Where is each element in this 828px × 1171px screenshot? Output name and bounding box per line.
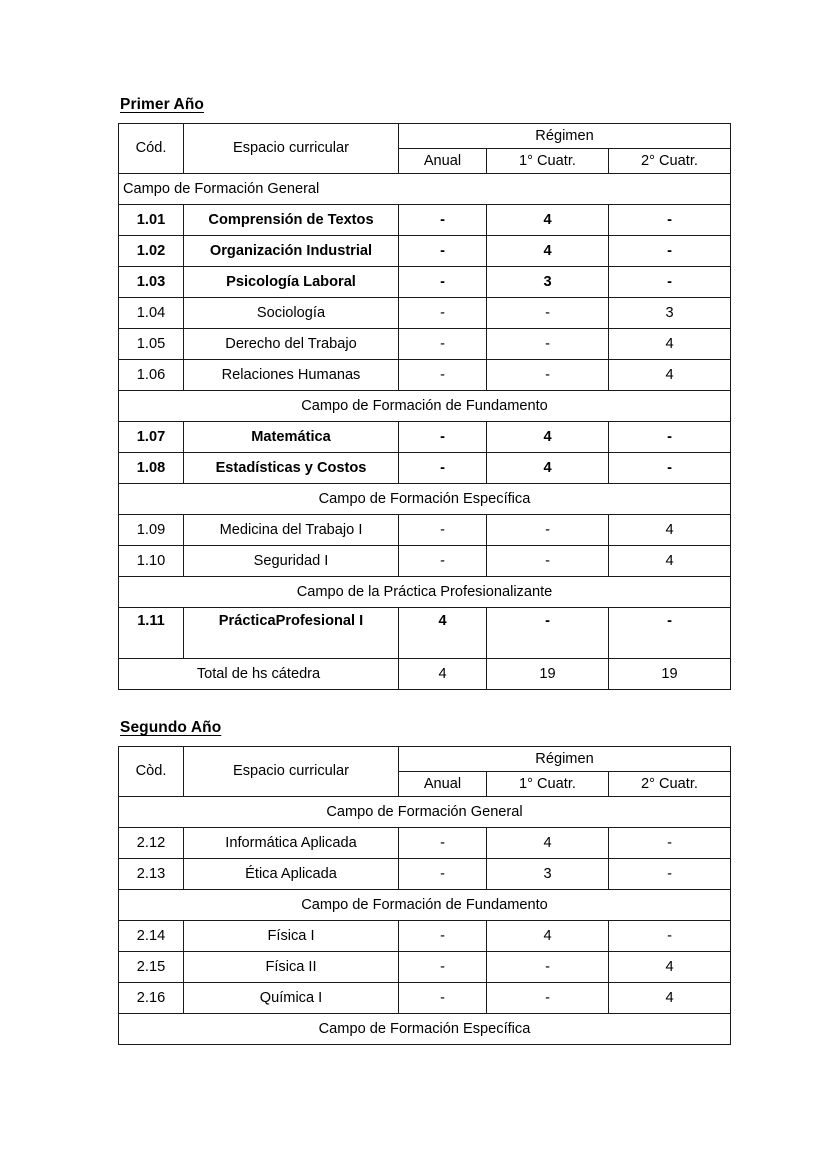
total-cuatr2: 19	[609, 659, 731, 690]
cell-name: Derecho del Trabajo	[184, 329, 399, 360]
cell-code: 1.11	[119, 608, 184, 659]
column-header-cuatr2: 2° Cuatr.	[609, 149, 731, 174]
cell-cuatr1: -	[487, 298, 609, 329]
cell-cuatr1: 4	[487, 921, 609, 952]
column-header-anual: Anual	[399, 772, 487, 797]
cell-name: Ética Aplicada	[184, 859, 399, 890]
cell-name: Sociología	[184, 298, 399, 329]
cell-cuatr1: -	[487, 515, 609, 546]
cell-anual: -	[399, 453, 487, 484]
cell-code: 2.15	[119, 952, 184, 983]
cell-anual: -	[399, 360, 487, 391]
cell-cuatr1: 4	[487, 205, 609, 236]
cell-name: Organización Industrial	[184, 236, 399, 267]
cell-anual: -	[399, 983, 487, 1014]
cell-cuatr2: 4	[609, 360, 731, 391]
column-header-cuatr1: 1° Cuatr.	[487, 772, 609, 797]
table-row	[119, 422, 731, 453]
cell-cuatr1: -	[487, 546, 609, 577]
table-row	[119, 205, 731, 236]
table-row	[119, 236, 731, 267]
table-row	[119, 360, 731, 391]
band-label: Campo de Formación General	[119, 797, 731, 828]
table-row	[119, 546, 731, 577]
cell-cuatr1: -	[487, 608, 609, 659]
band-row	[119, 797, 731, 828]
cell-cuatr1: 4	[487, 422, 609, 453]
cell-anual: -	[399, 329, 487, 360]
cell-name: Comprensión de Textos	[184, 205, 399, 236]
cell-cuatr2: 4	[609, 952, 731, 983]
cell-code: 1.03	[119, 267, 184, 298]
curriculum-table-primer-ano	[118, 123, 731, 690]
column-header-regimen: Régimen	[399, 747, 731, 772]
cell-anual: -	[399, 515, 487, 546]
table-row	[119, 952, 731, 983]
cell-anual: -	[399, 952, 487, 983]
band-label: Campo de Formación de Fundamento	[119, 890, 731, 921]
table-row	[119, 983, 731, 1014]
cell-anual: -	[399, 859, 487, 890]
cell-cuatr2: -	[609, 828, 731, 859]
column-header-cod: Cód.	[119, 124, 184, 174]
cell-code: 1.01	[119, 205, 184, 236]
table-body-segundo-ano	[119, 747, 731, 1045]
cell-code: 1.02	[119, 236, 184, 267]
cell-name: PrácticaProfesional I	[184, 608, 399, 659]
cell-code: 1.09	[119, 515, 184, 546]
cell-name: Estadísticas y Costos	[184, 453, 399, 484]
cell-code: 1.07	[119, 422, 184, 453]
band-row	[119, 577, 731, 608]
cell-code: 2.16	[119, 983, 184, 1014]
column-header-regimen: Régimen	[399, 124, 731, 149]
cell-cuatr1: 4	[487, 236, 609, 267]
cell-cuatr2: 4	[609, 329, 731, 360]
table-row	[119, 859, 731, 890]
cell-code: 1.04	[119, 298, 184, 329]
column-header-anual: Anual	[399, 149, 487, 174]
band-row	[119, 484, 731, 515]
cell-name: Psicología Laboral	[184, 267, 399, 298]
cell-anual: -	[399, 422, 487, 453]
cell-cuatr1: 3	[487, 267, 609, 298]
cell-name: Matemática	[184, 422, 399, 453]
section-title-primer-ano: Primer Año	[120, 96, 204, 113]
table-row	[119, 828, 731, 859]
cell-name: Física II	[184, 952, 399, 983]
band-row	[119, 890, 731, 921]
table-row	[119, 515, 731, 546]
table-row	[119, 298, 731, 329]
cell-cuatr1: 4	[487, 453, 609, 484]
table-row	[119, 329, 731, 360]
column-header-cuatr2: 2° Cuatr.	[609, 772, 731, 797]
cell-cuatr1: 4	[487, 828, 609, 859]
cell-anual: 4	[399, 608, 487, 659]
band-label: Campo de la Práctica Profesionalizante	[119, 577, 731, 608]
cell-cuatr1: -	[487, 983, 609, 1014]
cell-cuatr2: -	[609, 267, 731, 298]
cell-code: 1.05	[119, 329, 184, 360]
total-cuatr1: 19	[487, 659, 609, 690]
cell-code: 1.06	[119, 360, 184, 391]
cell-cuatr2: 3	[609, 298, 731, 329]
table-header-row	[119, 747, 731, 772]
band-row	[119, 391, 731, 422]
table-row	[119, 608, 731, 659]
table-body-primer-ano	[119, 124, 731, 690]
band-label: Campo de Formación General	[119, 174, 731, 205]
total-anual: 4	[399, 659, 487, 690]
cell-name: Medicina del Trabajo I	[184, 515, 399, 546]
cell-code: 1.08	[119, 453, 184, 484]
cell-anual: -	[399, 236, 487, 267]
table-row	[119, 921, 731, 952]
cell-name: Química I	[184, 983, 399, 1014]
band-label: Campo de Formación Específica	[119, 484, 731, 515]
cell-anual: -	[399, 267, 487, 298]
band-label: Campo de Formación de Fundamento	[119, 391, 731, 422]
cell-cuatr2: -	[609, 422, 731, 453]
cell-anual: -	[399, 546, 487, 577]
cell-cuatr2: 4	[609, 515, 731, 546]
cell-cuatr1: -	[487, 360, 609, 391]
column-header-espacio-curricular: Espacio curricular	[184, 124, 399, 174]
table-header-row	[119, 124, 731, 149]
cell-cuatr2: -	[609, 453, 731, 484]
document-content	[118, 96, 730, 1045]
band-row	[119, 1014, 731, 1045]
table-row	[119, 453, 731, 484]
cell-cuatr2: -	[609, 921, 731, 952]
cell-cuatr2: -	[609, 859, 731, 890]
column-header-cuatr1: 1° Cuatr.	[487, 149, 609, 174]
cell-cuatr1: -	[487, 329, 609, 360]
cell-cuatr1: 3	[487, 859, 609, 890]
cell-anual: -	[399, 828, 487, 859]
table-row	[119, 267, 731, 298]
curriculum-table-segundo-ano	[118, 746, 731, 1045]
table-total-row	[119, 659, 731, 690]
cell-cuatr1: -	[487, 952, 609, 983]
cell-code: 2.14	[119, 921, 184, 952]
cell-cuatr2: -	[609, 236, 731, 267]
band-row	[119, 174, 731, 205]
cell-name: Física I	[184, 921, 399, 952]
cell-anual: -	[399, 921, 487, 952]
cell-code: 2.12	[119, 828, 184, 859]
cell-anual: -	[399, 298, 487, 329]
column-header-cod: Còd.	[119, 747, 184, 797]
cell-anual: -	[399, 205, 487, 236]
section-title-segundo-ano: Segundo Año	[120, 719, 222, 737]
cell-code: 2.13	[119, 859, 184, 890]
cell-cuatr2: 4	[609, 546, 731, 577]
cell-name: Relaciones Humanas	[184, 360, 399, 391]
section-spacer	[118, 690, 730, 719]
band-label: Campo de Formación Específica	[119, 1014, 731, 1045]
column-header-espacio-curricular: Espacio curricular	[184, 747, 399, 797]
cell-cuatr2: -	[609, 205, 731, 236]
cell-name: Informática Aplicada	[184, 828, 399, 859]
cell-cuatr2: -	[609, 608, 731, 659]
cell-code: 1.10	[119, 546, 184, 577]
cell-cuatr2: 4	[609, 983, 731, 1014]
cell-name: Seguridad I	[184, 546, 399, 577]
total-label: Total de hs cátedra	[119, 659, 399, 690]
